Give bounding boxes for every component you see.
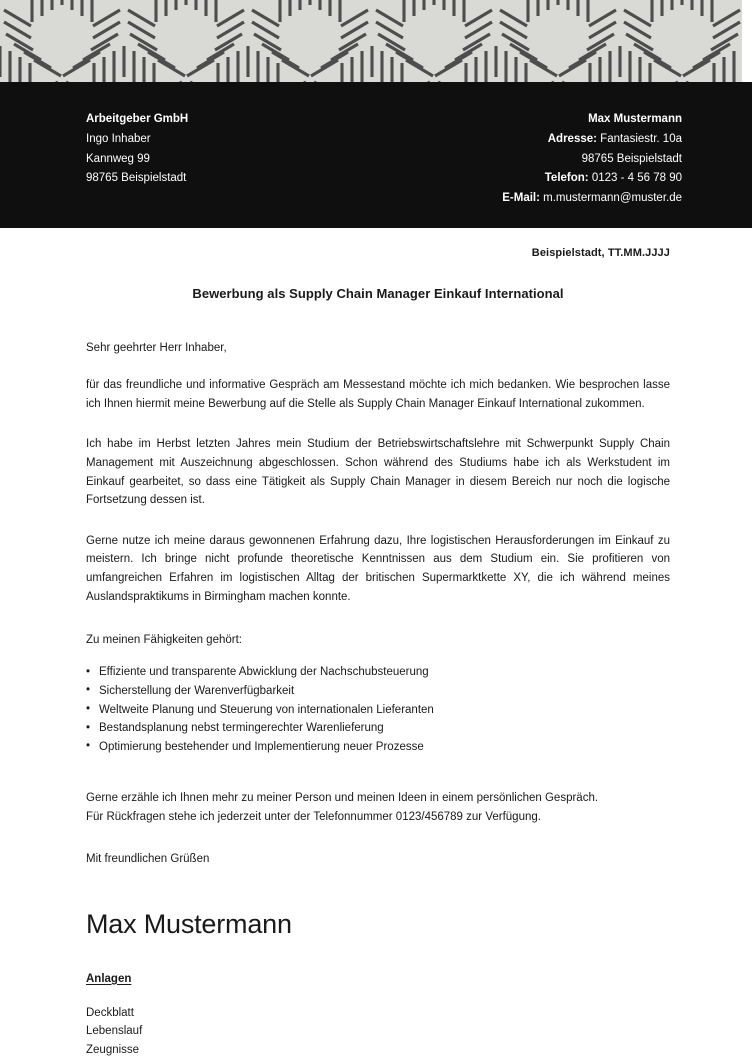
sender-email-value: m.mustermann@muster.de [543, 192, 682, 205]
closing-line-1: Gerne erzähle ich Ihnen mehr zu meiner Person und meinen Ideen in einem persönlichen Gespräch. [86, 792, 599, 805]
body-paragraph-3: Gerne nutze ich meine daraus gewonnenen Erfahrung dazu, Ihre logistischen Herausforderungen im Einkauf zu meistern. Ich bringe nicht profunde theoretische Kenntnissen aus dem Studium ein. Sie profitieren von umfangreichen Erfahren im logistischen Alltag der britischen Supermarktkette XY, die ich während meines Auslandspraktikums in Birmingham machen konnte. [86, 534, 670, 603]
sender-name: Max Mustermann [588, 113, 682, 125]
closing-line-2: Für Rückfragen stehe ich jederzeit unter der Telefonnummer 0123/456789 zur Verfügung. [86, 811, 541, 823]
attachments-list-item: Zeugnisse [86, 1044, 140, 1057]
regards-line: Mit freundlichen Grüßen [86, 852, 210, 865]
recipient-city: 98765 Beispielstadt [86, 172, 187, 185]
attachments-list-item: Lebenslauf [86, 1025, 143, 1038]
skills-list-item: • Weltweite Planung und Steuerung von internationalen Lieferanten [86, 701, 670, 720]
recipient-contact-person: Ingo Inhaber [86, 132, 151, 145]
salutation: Sehr geehrter Herr Inhaber, [86, 342, 227, 354]
letter-body [0, 228, 756, 1060]
skills-list-item: • Effiziente und transparente Abwicklung der Nachschubsteuerung [86, 663, 670, 682]
body-paragraph-1: für das freundliche und informative Gespräch am Messestand möchte ich mich bedanken. Wie besprochen lasse ich Ihnen hiermit meine Bewerbung auf die Stelle als Supply Chain Manager Einkauf International zukommen. [86, 379, 670, 410]
sender-address-block [502, 110, 682, 228]
skills-intro: Zu meinen Fähigkeiten gehört: [86, 634, 242, 647]
sender-email-row [502, 189, 682, 209]
closing-block [86, 789, 670, 826]
recipient-address-block [86, 110, 188, 228]
sender-phone-row [502, 169, 682, 189]
sender-email-label: E-Mail: [502, 192, 540, 205]
attachments-title: Anlagen [86, 972, 132, 985]
skills-list-item: • Bestandsplanung nebst termingerechter Warenlieferung [86, 719, 670, 738]
attachments-list [86, 1004, 670, 1060]
skills-list [86, 663, 670, 756]
sender-address-label: Adresse: [547, 132, 597, 145]
sender-address-value: Fantasiestr. 10a [600, 132, 682, 145]
subject-line: Bewerbung als Supply Chain Manager Einkauf International [192, 286, 564, 301]
attachments-list-item: Deckblatt [86, 1006, 134, 1019]
date-line: Beispielstadt, TT.MM.JJJJ [531, 247, 670, 259]
signature-name: Max Mustermann [86, 908, 292, 939]
geometric-pattern-graphic [0, 0, 742, 82]
skills-list-item: • Optimierung bestehender und Implementierung neuer Prozesse [86, 738, 670, 757]
recipient-street: Kannweg 99 [86, 152, 150, 165]
sender-city: 98765 Beispielstadt [581, 152, 682, 165]
recipient-company: Arbeitgeber GmbH [86, 113, 189, 125]
sender-phone-value: 0123 - 4 56 78 90 [591, 172, 682, 185]
geometric-pattern-banner [0, 0, 742, 82]
sender-phone-label: Telefon: [544, 172, 589, 185]
body-paragraph-2: Ich habe im Herbst letzten Jahres mein Studium der Betriebswirtschaftslehre mit Schwerpunkt Supply Chain Management mit Auszeichnung abgeschlossen. Schon während des Studiums habe ich als Werkstudent im Einkauf gearbeitet, so dass eine Tätigkeit als Supply Chain Manager in diesem Bereich nur noch die logische Fortsetzung dessen ist. [86, 438, 670, 507]
sender-address-row [502, 130, 682, 150]
skills-list-item: • Sicherstellung der Warenverfügbarkeit [86, 682, 670, 701]
contact-header-band [0, 82, 752, 228]
